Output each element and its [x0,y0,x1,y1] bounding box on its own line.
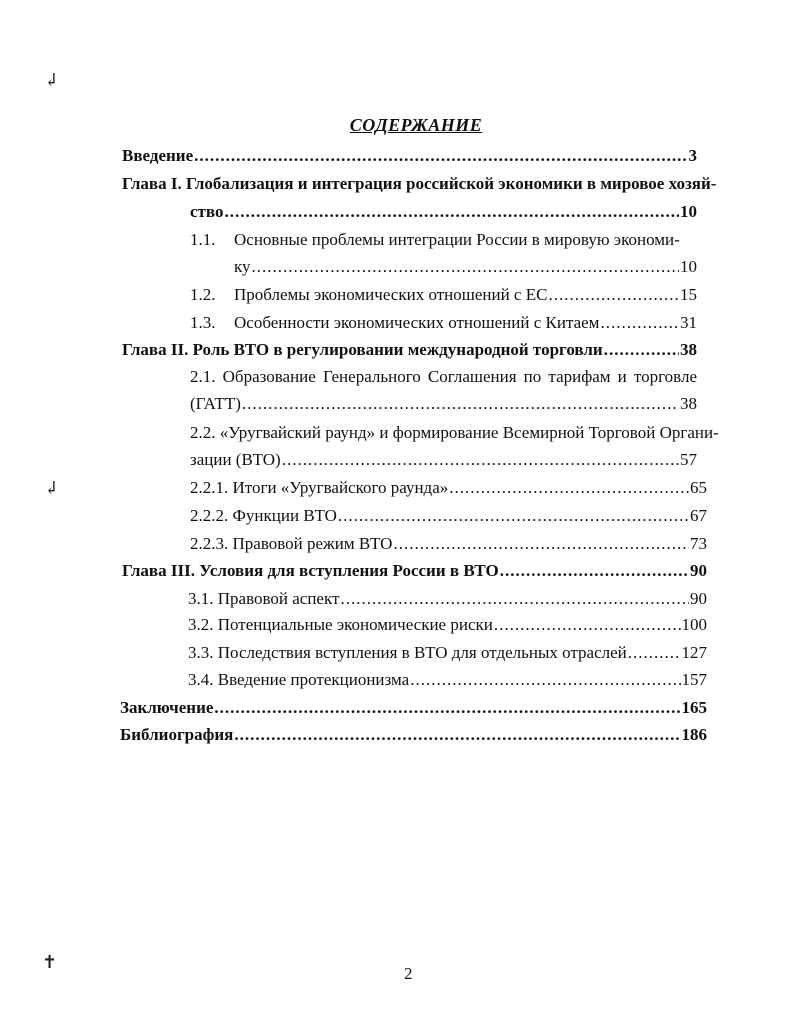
toc-entry-s221 [190,477,707,499]
dot-leader [282,449,679,471]
dot-leader [338,505,689,527]
toc-entry-page: 57 [680,450,697,469]
toc-entry-label: Заключение [120,698,214,717]
toc-entry-label: 3.4. Введение протекционизма [188,670,410,689]
toc-entry-page: 90 [690,561,707,580]
toc-entry-s13 [234,312,697,334]
dot-leader [449,477,689,499]
toc-title: СОДЕРЖАНИЕ [349,115,483,135]
dot-leader [604,339,679,361]
toc-entry-label: Особенности экономических отношений с Китаем [234,313,600,332]
dot-leader [224,201,679,223]
toc-entry-label: зации (ВТО) [190,450,281,469]
toc-entry-page: 10 [680,202,697,221]
dot-leader [494,614,681,636]
toc-entry-s31 [188,588,707,610]
toc-entry-page: 165 [681,698,707,717]
toc-section-number: 1.1. [190,230,216,249]
toc-entry-s11-line1: Основные проблемы интеграции России в мировую экономи- [234,230,680,249]
toc-entry-ch3 [122,560,707,582]
toc-entry-label: Глава II. Роль ВТО в регулировании международной торговли [122,340,603,359]
toc-entry-label: 3.2. Потенциальные экономические риски [188,615,493,634]
toc-entry-label: Проблемы экономических отношений с ЕС [234,285,548,304]
dot-leader [340,588,689,610]
toc-entry-label: 2.2.2. Функции ВТО [190,506,337,525]
toc-entry-s22 [190,449,697,471]
toc-entry-page: 100 [681,615,707,634]
toc-entry-s22-line1: 2.2. «Уругвайский раунд» и формирование Всемирной Торговой Органи- [190,423,719,442]
toc-entry-label: 3.1. Правовой аспект [188,589,340,608]
toc-entry-page: 38 [680,394,697,413]
toc-entry-page: 73 [690,534,707,553]
dot-leader [242,393,679,415]
toc-entry-page: 67 [690,506,707,525]
toc-entry-conclusion [120,697,707,719]
toc-entry-label: 3.3. Последствия вступления в ВТО для отдельных отраслей [188,643,627,662]
toc-entry-s34 [188,669,707,691]
toc-entry-s12 [234,284,697,306]
toc-entry-page: 186 [681,725,707,744]
dot-leader [628,642,681,664]
toc-entry-s222 [190,505,707,527]
toc-entry-label: ство [190,202,224,221]
toc-section-number: 1.2. [190,285,216,304]
margin-mark-icon: ↲ [44,478,60,498]
toc-entry-page: 31 [680,313,697,332]
dot-leader [214,697,680,719]
toc-entry-page: 90 [690,589,707,608]
toc-entry-ch1-line1: Глава I. Глобализация и интеграция российской экономики в мировое хозяй- [122,174,717,193]
margin-mark-icon: ↲ [44,70,60,90]
toc-entry-label: Библиография [120,725,234,744]
toc-entry-label: 2.2.3. Правовой режим ВТО [190,534,393,553]
toc-entry-page: 157 [681,670,707,689]
toc-entry-page: 3 [688,146,697,165]
toc-entry-s32 [188,614,707,636]
toc-entry-label: ку [234,257,251,276]
toc-entry-s33 [188,642,707,664]
toc-entry-s21-line1: 2.1. Образование Генерального Соглашения по тарифам и торговле [190,367,697,386]
toc-section-number: 1.3. [190,313,216,332]
dot-leader [194,145,687,167]
margin-mark-icon: ✝ [42,952,58,972]
toc-entry-label: Глава III. Условия для вступления России в ВТО [122,561,499,580]
toc-entry-label: Введение [122,146,194,165]
toc-entry-page: 38 [680,340,697,359]
dot-leader [252,256,679,278]
toc-entry-page: 10 [680,257,697,276]
page-number: 2 [404,964,413,983]
toc-entry-bibliography [120,724,707,746]
toc-entry-page: 15 [680,285,697,304]
toc-entry-ch1 [190,201,697,223]
toc-entry-intro [122,145,697,167]
dot-leader [234,724,680,746]
toc-entry-ch2 [122,339,697,361]
toc-entry-page: 65 [690,478,707,497]
dot-leader [548,284,679,306]
dot-leader [500,560,689,582]
toc-entry-label: 2.2.1. Итоги «Уругвайского раунда» [190,478,449,497]
toc-entry-s223 [190,533,707,555]
toc-entry-s11 [234,256,697,278]
toc-entry-label: (ГАТТ) [190,394,241,413]
dot-leader [393,533,689,555]
toc-entry-s21 [190,393,697,415]
dot-leader [600,312,679,334]
dot-leader [410,669,680,691]
toc-entry-page: 127 [681,643,707,662]
